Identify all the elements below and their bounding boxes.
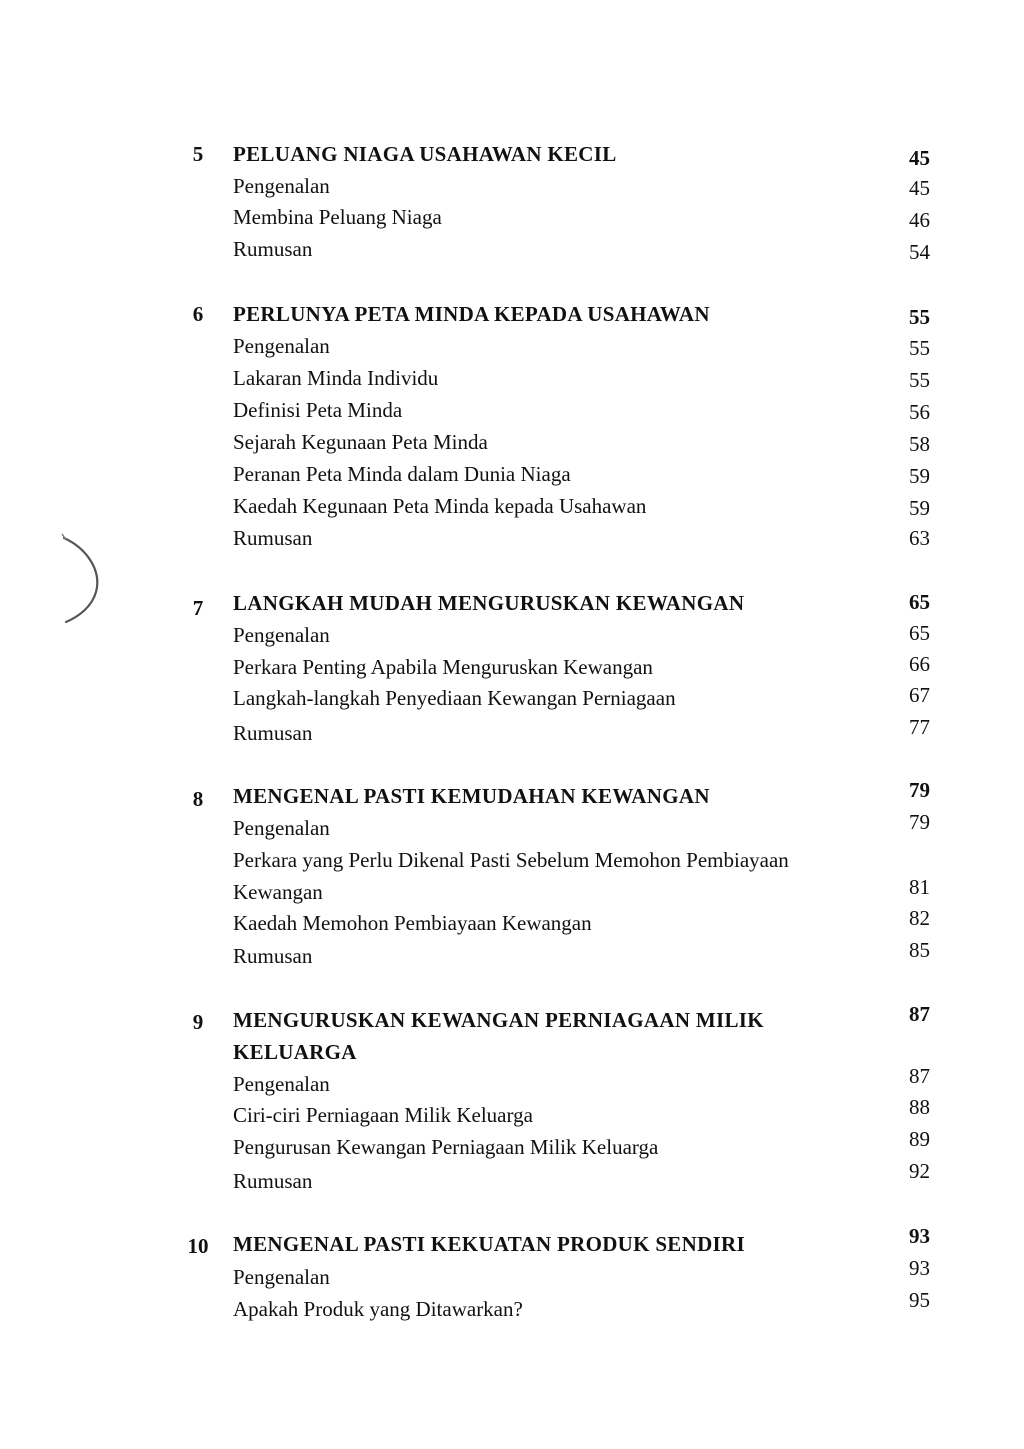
entry-label: Rumusan — [233, 1169, 313, 1193]
chapter-6-heading — [0, 297, 1024, 331]
toc-entry — [0, 329, 1024, 363]
toc-entry — [0, 393, 1024, 427]
chapter-9-heading — [0, 1003, 1024, 1037]
toc-entry — [0, 939, 1024, 973]
pencil-mark — [52, 530, 122, 630]
entry-label: Lakaran Minda Individu — [233, 366, 439, 390]
entry-page: 56 — [909, 400, 930, 424]
entry-page: 87 — [909, 1064, 930, 1088]
entry-label: Ciri-ciri Perniagaan Milik Keluarga — [233, 1103, 533, 1127]
entry-page: 45 — [909, 176, 930, 200]
toc-entry — [0, 457, 1024, 491]
entry-page: 46 — [909, 208, 930, 232]
chapter-number: 9 — [192, 1010, 204, 1034]
toc-entry — [0, 425, 1024, 459]
chapter-title: MENGENAL PASTI KEMUDAHAN KEWANGAN — [233, 784, 710, 808]
entry-page: 67 — [909, 683, 930, 707]
toc-entry — [0, 521, 1024, 555]
chapter-title: MENGURUSKAN KEWANGAN PERNIAGAAN MILIK — [233, 1008, 764, 1032]
entry-page: 79 — [909, 810, 930, 834]
chapter-title: MENGENAL PASTI KEKUATAN PRODUK SENDIRI — [233, 1232, 745, 1256]
entry-page: 58 — [909, 432, 930, 456]
chapter-page: 93 — [909, 1224, 930, 1248]
chapter-title: PELUANG NIAGA USAHAWAN KECIL — [233, 142, 617, 166]
entry-page: 59 — [909, 464, 930, 488]
entry-page: 55 — [909, 336, 930, 360]
entry-page: 65 — [909, 621, 930, 645]
entry-page: 93 — [909, 1256, 930, 1280]
entry-label: Rumusan — [233, 526, 313, 550]
entry-label: Rumusan — [233, 944, 313, 968]
entry-page: 66 — [909, 652, 930, 676]
toc-entry — [0, 716, 1024, 750]
entry-label: Pengenalan — [233, 174, 330, 198]
chapter-5-heading — [0, 137, 1024, 171]
toc-entry — [0, 200, 1024, 234]
entry-label: Kaedah Memohon Pembiayaan Kewangan — [233, 911, 592, 935]
chapter-title-continued: KELUARGA — [233, 1040, 357, 1064]
chapter-page: 79 — [909, 778, 930, 802]
chapter-number: 7 — [192, 596, 204, 620]
entry-label: Perkara yang Perlu Dikenal Pasti Sebelum Memohon Pembiayaan — [233, 848, 789, 872]
entry-label: Pengenalan — [233, 1072, 330, 1096]
entry-label: Apakah Produk yang Ditawarkan? — [233, 1297, 523, 1321]
entry-page: 92 — [909, 1159, 930, 1183]
entry-label: Pengenalan — [233, 334, 330, 358]
chapter-number: 10 — [187, 1234, 209, 1258]
entry-label: Definisi Peta Minda — [233, 398, 403, 422]
entry-label: Pengenalan — [233, 1265, 330, 1289]
chapter-page: 87 — [909, 1002, 930, 1026]
entry-page: 54 — [909, 240, 930, 264]
entry-label: Pengenalan — [233, 623, 330, 647]
chapter-number: 6 — [192, 302, 204, 326]
chapter-page: 65 — [909, 590, 930, 614]
entry-page: 63 — [909, 526, 930, 550]
toc-entry — [0, 1288, 1024, 1326]
toc-entry — [0, 1159, 1024, 1198]
entry-page: 77 — [909, 715, 930, 739]
entry-page: 95 — [909, 1288, 930, 1312]
toc-entry — [0, 811, 1024, 845]
entry-label: Pengenalan — [233, 816, 330, 840]
entry-label: Rumusan — [233, 721, 313, 745]
entry-label: Perkara Penting Apabila Menguruskan Kewangan — [233, 655, 653, 679]
toc-entry — [0, 361, 1024, 395]
chapter-7-heading — [0, 586, 1024, 620]
entry-page: 85 — [909, 938, 930, 962]
chapter-page: 55 — [909, 305, 930, 329]
toc-entry — [0, 232, 1024, 266]
toc-entry — [0, 169, 1024, 203]
chapter-number: 8 — [192, 787, 204, 811]
entry-page: 55 — [909, 368, 930, 392]
entry-label: Pengurusan Kewangan Perniagaan Milik Keluarga — [233, 1135, 659, 1159]
entry-label: Rumusan — [233, 237, 313, 261]
entry-page: 81 — [909, 875, 930, 899]
entry-label: Sejarah Kegunaan Peta Minda — [233, 430, 488, 454]
chapter-title: LANGKAH MUDAH MENGURUSKAN KEWANGAN — [233, 591, 745, 615]
chapter-title: PERLUNYA PETA MINDA KEPADA USAHAWAN — [233, 302, 710, 326]
toc-entry — [0, 489, 1024, 523]
entry-page: 89 — [909, 1127, 930, 1151]
entry-page: 82 — [909, 906, 930, 930]
entry-label: Langkah-langkah Penyediaan Kewangan Perniagaan — [233, 686, 676, 710]
chapter-page: 45 — [909, 146, 930, 170]
entry-label: Kewangan — [233, 880, 323, 904]
entry-page: 59 — [909, 496, 930, 520]
entry-label: Membina Peluang Niaga — [233, 205, 442, 229]
chapter-number: 5 — [192, 142, 204, 166]
entry-page: 88 — [909, 1095, 930, 1119]
entry-label: Peranan Peta Minda dalam Dunia Niaga — [233, 462, 571, 486]
entry-label: Kaedah Kegunaan Peta Minda kepada Usahawan — [233, 494, 647, 518]
